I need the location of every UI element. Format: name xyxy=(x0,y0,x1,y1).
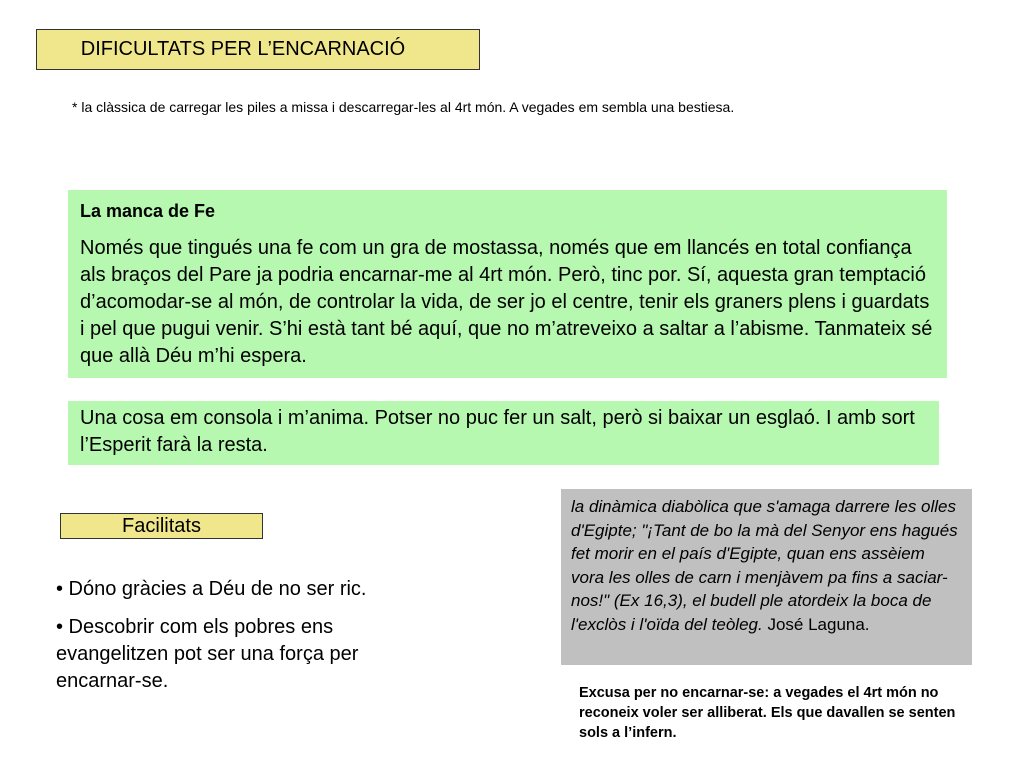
facilitats-list xyxy=(56,576,426,706)
slide-title-box xyxy=(36,29,480,70)
manca-fe-heading: La manca de Fe xyxy=(80,201,216,221)
intro-note: * la clàssica de carregar les piles a missa i descarregar-les al 4rt món. A vegades em sembla una bestiesa. xyxy=(72,99,735,115)
list-item: • Dóno gràcies a Déu de no ser ric. xyxy=(56,578,367,600)
manca-fe-box xyxy=(68,190,947,378)
quote-text: la dinàmica diabòlica que s'amaga darrere les olles d'Egipte; "¡Tant de bo la mà del Senyor ens hagués fet morir en el país d'Egipte, quan ens assèiem vora les olles de carn i menjàvem pa fins a saciar-nos!" (Ex 16,3), el budell ple atordeix la boca de l'exclòs i l'oïda del teòleg. xyxy=(571,497,958,634)
facilitats-label-box xyxy=(60,513,263,539)
manca-fe-body: Només que tingués una fe com un gra de mostassa, només que em llancés en total confiança als braços del Pare ja podria encarnar-me al 4rt món. Però, tinc por. Sí, aquesta gran temptació d’acomodar-se al món, de controlar la vida, de ser jo el centre, tenir els graners plens i guardats i pel que pugui venir. S’hi està tant bé aquí, que no m’atreveixo a saltar a l’abisme. Tanmateix sé que allà Déu m’hi espera. xyxy=(80,237,933,367)
consola-box: Una cosa em consola i m’anima. Potser no puc fer un salt, però si baixar un esglaó. I amb sort l’Esperit farà la resta. xyxy=(68,401,939,465)
slide-title: DIFICULTATS PER L’ENCARNACIÓ xyxy=(80,38,406,60)
quote-box xyxy=(561,489,972,665)
excusa-note: Excusa per no encarnar-se: a vegades el 4rt món no reconeix voler ser alliberat. Els que davallen se senten sols a l’infern. xyxy=(579,685,956,741)
list-item: • Descobrir com els pobres ens evangelitzen pot ser una força per encarnar-se. xyxy=(56,616,359,692)
facilitats-label: Facilitats xyxy=(122,514,201,537)
quote-author: José Laguna. xyxy=(762,614,870,634)
